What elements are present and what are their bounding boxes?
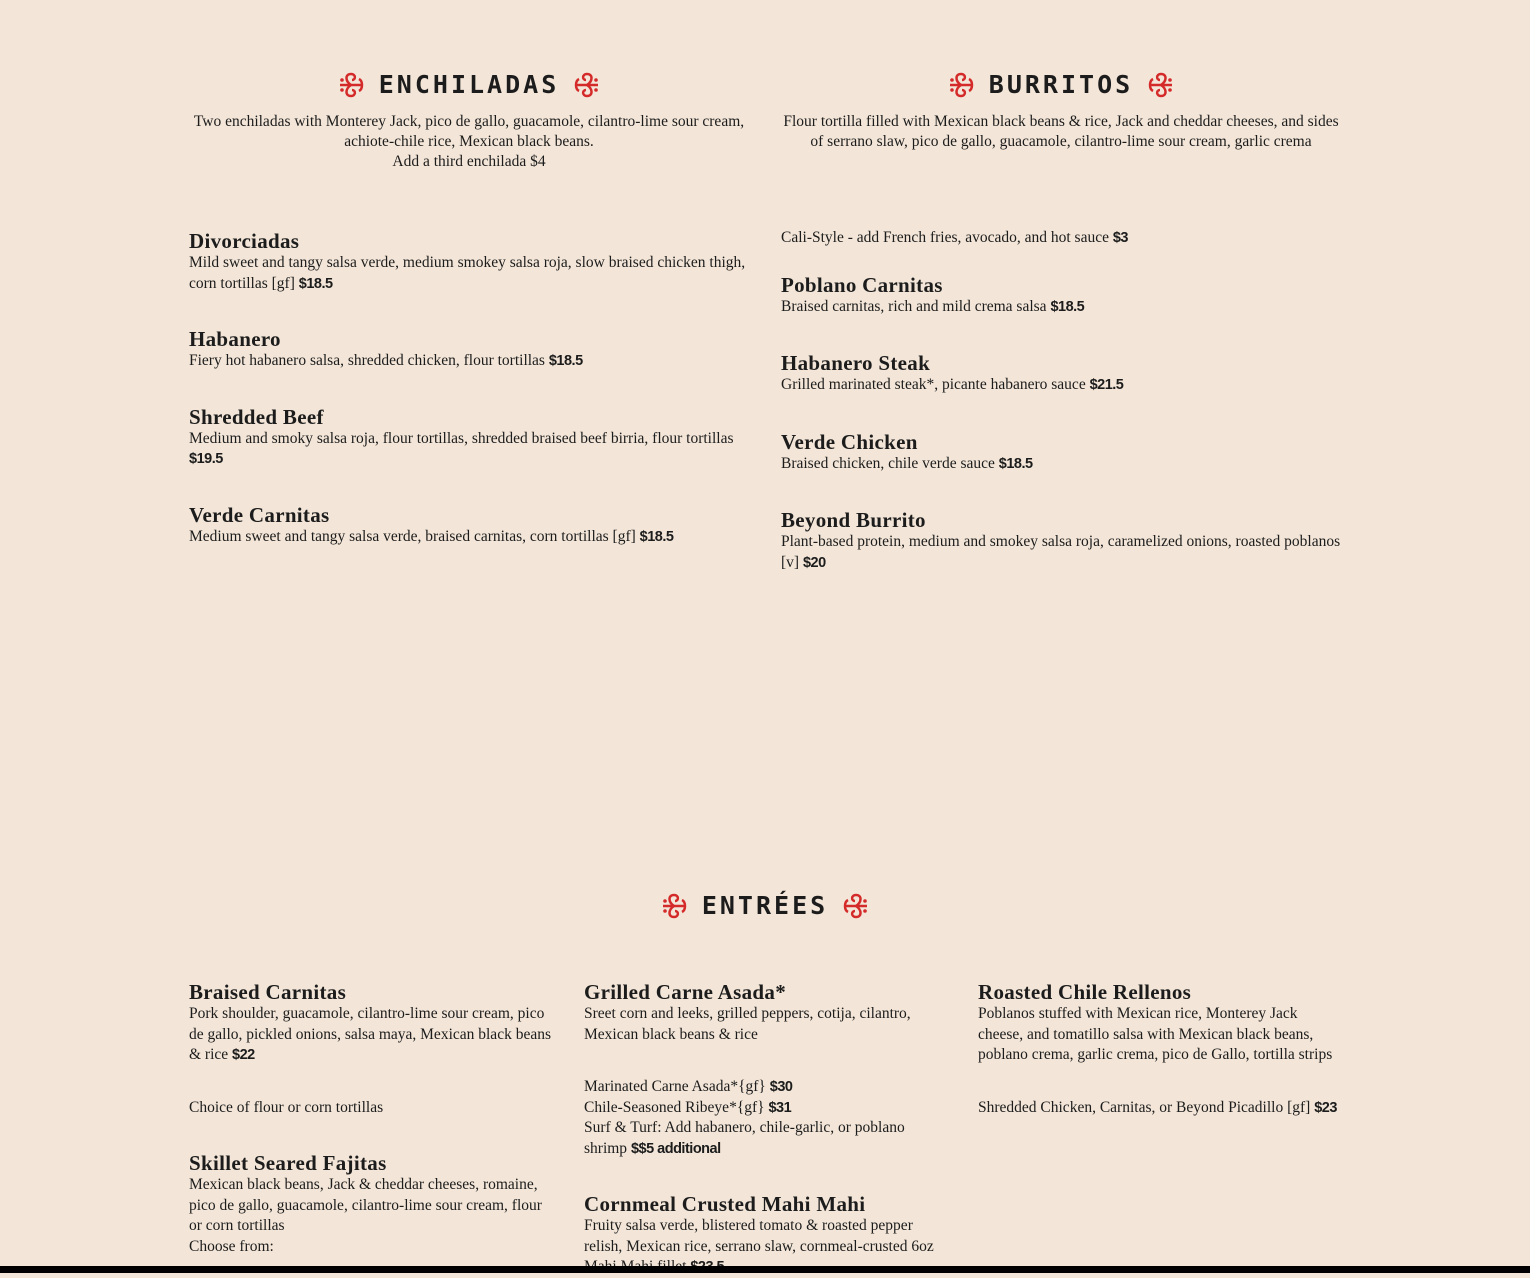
item-description <box>189 253 749 294</box>
option-text: Surf & Turf: Add habanero, chile-garlic, or poblano shrimp <box>584 1119 905 1157</box>
choose-from-label: Choose from: <box>189 1237 274 1255</box>
item-desc-text: Grilled marinated steak*, picante habanero sauce <box>781 376 1090 393</box>
menu-item <box>781 351 1346 396</box>
enchiladas-title: ENCHILADAS <box>378 70 560 99</box>
item-name: Skillet Seared Fajitas <box>189 1151 387 1175</box>
item-description <box>781 297 1346 318</box>
item-description <box>189 429 749 470</box>
menu-item <box>584 980 939 1159</box>
item-name: Poblano Carnitas <box>781 272 943 297</box>
tortilla-choice-note: Choice of flour or corn tortillas <box>189 1098 384 1116</box>
filling-options <box>978 1098 1346 1119</box>
item-price: $21.5 <box>1089 377 1124 393</box>
enchiladas-intro-line: Add a third enchilada $4 <box>392 153 546 170</box>
menu-item <box>189 405 749 470</box>
item-price: $18.5 <box>298 275 333 292</box>
item-name: Shredded Beef <box>189 404 324 429</box>
flourish-left-icon <box>947 71 975 99</box>
item-description <box>781 375 1346 396</box>
item-desc-text: Braised carnitas, rich and mild crema salsa <box>781 297 1051 315</box>
entrees-column-3 <box>978 980 1346 1118</box>
item-desc-text: Fiery hot habanero salsa, shredded chicken, flour tortillas <box>189 352 549 369</box>
menu-item <box>189 503 749 548</box>
enchiladas-intro-line: achiote-chile rice, Mexican black beans. <box>344 133 594 150</box>
menu-item <box>584 1192 939 1278</box>
burritos-title: BURRITOS <box>988 70 1134 99</box>
cali-note-text: Cali-Style - add French fries, avocado, and hot sauce <box>781 229 1113 246</box>
item-name: Grilled Carne Asada* <box>584 980 787 1004</box>
cali-style-note <box>781 228 1346 249</box>
item-price: $20 <box>802 554 826 571</box>
item-desc-text: Pork shoulder, guacamole, cilantro-lime sour cream, pico de gallo, pickled onions, salsa maya, Mexican black beans & rice <box>189 1005 551 1063</box>
menu-item <box>781 430 1346 475</box>
item-name: Habanero Steak <box>781 351 931 375</box>
menu-item <box>781 508 1346 573</box>
flourish-left-icon <box>660 892 688 920</box>
item-description <box>189 1004 554 1066</box>
enchiladas-intro <box>180 112 758 172</box>
item-name: Habanero <box>189 327 281 351</box>
item-desc-text: Mild sweet and tangy salsa verde, medium smokey salsa roja, slow braised chicken thigh, corn tortillas [gf] <box>189 254 746 292</box>
item-price: $22 <box>232 1047 255 1063</box>
item-description <box>189 527 749 548</box>
option-text: Chile-Seasoned Ribeye*{gf} <box>584 1098 769 1116</box>
burritos-items <box>781 228 1346 573</box>
enchiladas-intro-line: Two enchiladas with Monterey Jack, pico de gallo, guacamole, cilantro-lime sour cream, <box>193 113 745 130</box>
item-name: Roasted Chile Rellenos <box>978 980 1192 1004</box>
option-price: $30 <box>769 1079 793 1095</box>
entrees-header <box>565 891 965 920</box>
item-name: Cornmeal Crusted Mahi Mahi <box>584 1192 866 1216</box>
menu-item <box>781 273 1346 318</box>
entrees-column-1 <box>189 980 554 1257</box>
burritos-header <box>781 70 1341 99</box>
menu-item <box>189 229 749 294</box>
option-price: $31 <box>768 1099 792 1116</box>
flourish-right-icon <box>1147 71 1175 99</box>
enchiladas-header <box>189 70 749 99</box>
burritos-intro <box>772 112 1350 152</box>
item-name: Beyond Burrito <box>781 508 926 532</box>
option-text: Marinated Carne Asada*{gf} <box>584 1078 770 1095</box>
entrees-column-2 <box>584 980 939 1278</box>
menu-item <box>189 1151 554 1257</box>
item-name: Verde Chicken <box>781 429 918 454</box>
entrees-title: ENTRÉES <box>701 891 829 920</box>
item-description <box>781 532 1346 573</box>
item-description: Mexican black beans, Jack & cheddar cheeses, romaine, pico de gallo, guacamole, cilantro-lime sour cream, flour or corn tortillas <box>189 1176 542 1234</box>
flourish-left-icon <box>337 71 365 99</box>
enchiladas-items <box>189 229 749 547</box>
item-desc-text: Medium and smoky salsa roja, flour tortillas, shredded braised beef birria, flour tortillas <box>189 429 734 447</box>
filling-text: Shredded Chicken, Carnitas, or Beyond Picadillo [gf] <box>978 1098 1315 1116</box>
cali-price: $3 <box>1112 230 1128 246</box>
item-description <box>189 351 749 372</box>
item-price: $23 <box>1314 1099 1337 1116</box>
item-description: Sreet corn and leeks, grilled peppers, cotija, cilantro, Mexican black beans & rice <box>584 1005 911 1043</box>
option-line <box>584 1077 939 1098</box>
bottom-bar <box>0 1266 1530 1273</box>
option-line <box>584 1118 939 1159</box>
item-price: $18.5 <box>1050 298 1085 315</box>
flourish-right-icon <box>573 71 601 99</box>
menu-item <box>189 327 749 372</box>
burritos-intro-line: of serrano slaw, pico de gallo, guacamole, cilantro-lime sour cream, garlic crema <box>810 133 1312 150</box>
option-line <box>584 1098 939 1119</box>
item-price: $18.5 <box>998 455 1033 472</box>
item-price: $19.5 <box>189 451 223 467</box>
item-desc-text: Braised chicken, chile verde sauce <box>781 454 999 472</box>
item-description <box>781 454 1346 475</box>
menu-item <box>978 980 1346 1118</box>
item-desc-text: Plant-based protein, medium and smokey salsa roja, caramelized onions, roasted poblanos [v] <box>781 533 1341 571</box>
item-name: Braised Carnitas <box>189 980 347 1004</box>
item-name: Divorciadas <box>189 229 300 253</box>
menu-item <box>189 980 554 1118</box>
option-price: $$5 additional <box>630 1140 721 1157</box>
item-price: $18.5 <box>639 528 674 545</box>
item-price: $18.5 <box>548 353 583 369</box>
item-description: Poblanos stuffed with Mexican rice, Monterey Jack cheese, and tomatillo salsa with Mexican black beans, poblano crema, garlic crema, pico de Gallo, tortilla strips <box>978 1005 1333 1063</box>
item-desc-text: Medium sweet and tangy salsa verde, braised carnitas, corn tortillas [gf] <box>189 527 640 545</box>
item-name: Verde Carnitas <box>189 502 330 527</box>
item-desc-text: Fruity salsa verde, blistered tomato & roasted pepper relish, Mexican rice, serrano slaw, cornmeal-crusted 6oz <box>584 1217 934 1255</box>
burritos-intro-line: Flour tortilla filled with Mexican black beans & rice, Jack and cheddar cheeses, and sides <box>783 113 1339 130</box>
flourish-right-icon <box>842 892 870 920</box>
